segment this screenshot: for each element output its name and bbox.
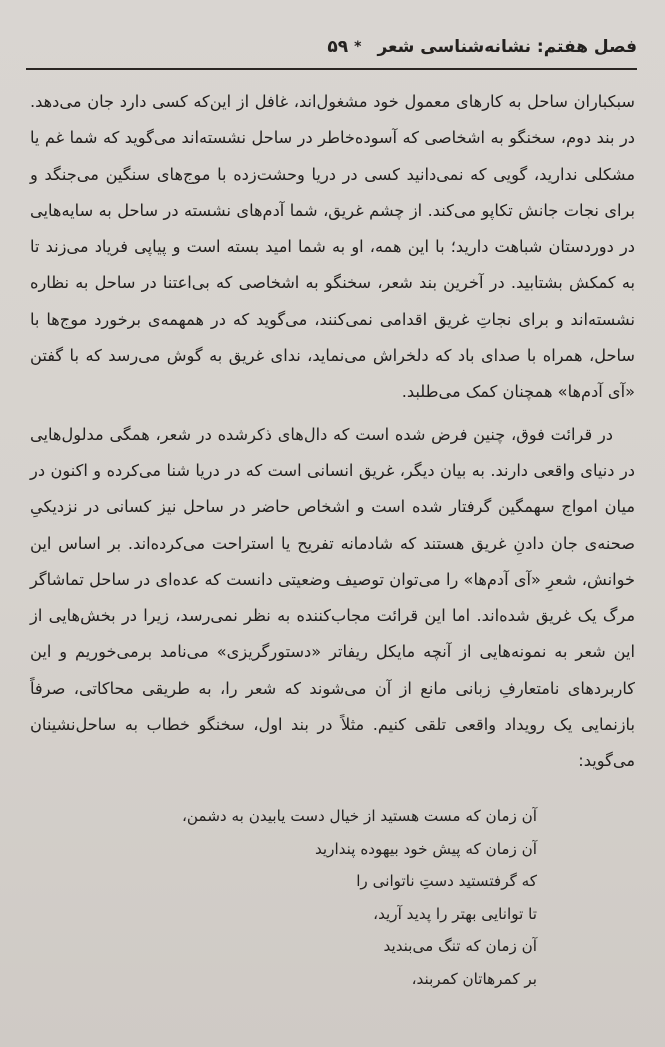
- paragraph-2: در قرائت فوق، چنین فرض شده است که دال‌های ذکرشده در شعر، همگی مدلول‌هایی در دنیای واقعی دارند. به بیان دیگر، غریق انسانی است که در دریا شنا می‌کرده و اکنون در میان امواج سهمگین گرفتار شده است و اشخاص حاضر در ساحل نیز کسانی در نزدیکیِ صحنه‌ی جان دادنِ غریق هستند که شادمانه تفریح یا استراحت می‌کرده‌اند. بر اساس این خوانش، شعرِ «آی آدم‌ها» را می‌توان توصیف وضعیتی دانست که عده‌ای در ساحل تماشاگر مرگ یک غریق شده‌اند. اما این قرائت مجاب‌کننده به نظر نمی‌رسد، زیرا در بخش‌هایی از این شعر به نمونه‌هایی از آنچه مایکل ریفاتر «دستورگریزی» می‌نامد برمی‌خوریم و این کاربردهای نامتعارفِ زبانی مانع از آن می‌شوند که شعر را، به طریقی محاکاتی، صرفاً بازنمایی یک رویداد واقعی تلقی کنیم. مثلاً در بند اول، سخنگو خطاب به ساحل‌نشینان می‌گوید:: [30, 424, 635, 771]
- page-number: ۵۹: [327, 37, 349, 57]
- body-text: [30, 84, 635, 780]
- chapter-title: فصل هفتم: نشانه‌شناسی شعر: [377, 37, 637, 57]
- poem-line: آن زمان که مست هستید از خیال دست یابیدن به دشمن،: [181, 807, 537, 825]
- paragraph-1: سبکباران ساحل به کارهای معمول خود مشغول‌اند، غافل از این‌که کسی دارد جان می‌دهد. در بند دوم، سخنگو به اشخاصی که آسوده‌خاطر در ساحل نشسته‌اند می‌گوید که شما غم یا مشکلی ندارید، گویی که نمی‌دانید کسی در دریا وحشت‌زده با موج‌های سنگین می‌جنگد و برای نجات جانش تکاپو می‌کند. از چشم غریق، شما آدم‌های نشسته در ساحل به سایه‌هایی در دوردستان شباهت دارید؛ با این همه، او به شما امید بسته است و پیاپی فریاد می‌زند تا به کمکش بشتابید. در آخرین بند شعر، سخنگو به اشخاصی که بی‌اعتنا در ساحل به نظاره نشسته‌اند و برای نجاتِ غریق اقدامی نمی‌کنند، می‌گوید که در همهمه‌ی برخورد موج‌ها با ساحل، همراه با صدای باد که دلخراش می‌نماید، ندای غریق به گوش می‌رسد که با گفتن «آی آدم‌ها» همچنان کمک می‌طلبد.: [30, 92, 635, 402]
- header-rule: [26, 68, 637, 70]
- poem-line: که گرفتستید دستِ ناتوانی را: [356, 872, 537, 891]
- poem-line: تا توانایی بهتر را پدید آرید،: [373, 904, 537, 923]
- poem-quote: [30, 800, 537, 996]
- poem-line: آن زمان که پیش خود بیهوده پندارید: [314, 839, 537, 858]
- poem-line: بر کمرهاتان کمربند،: [411, 969, 537, 988]
- poem-line: آن زمان که تنگ می‌بندید: [383, 937, 537, 956]
- running-header: [28, 30, 637, 64]
- asterisk-icon: *: [354, 39, 362, 55]
